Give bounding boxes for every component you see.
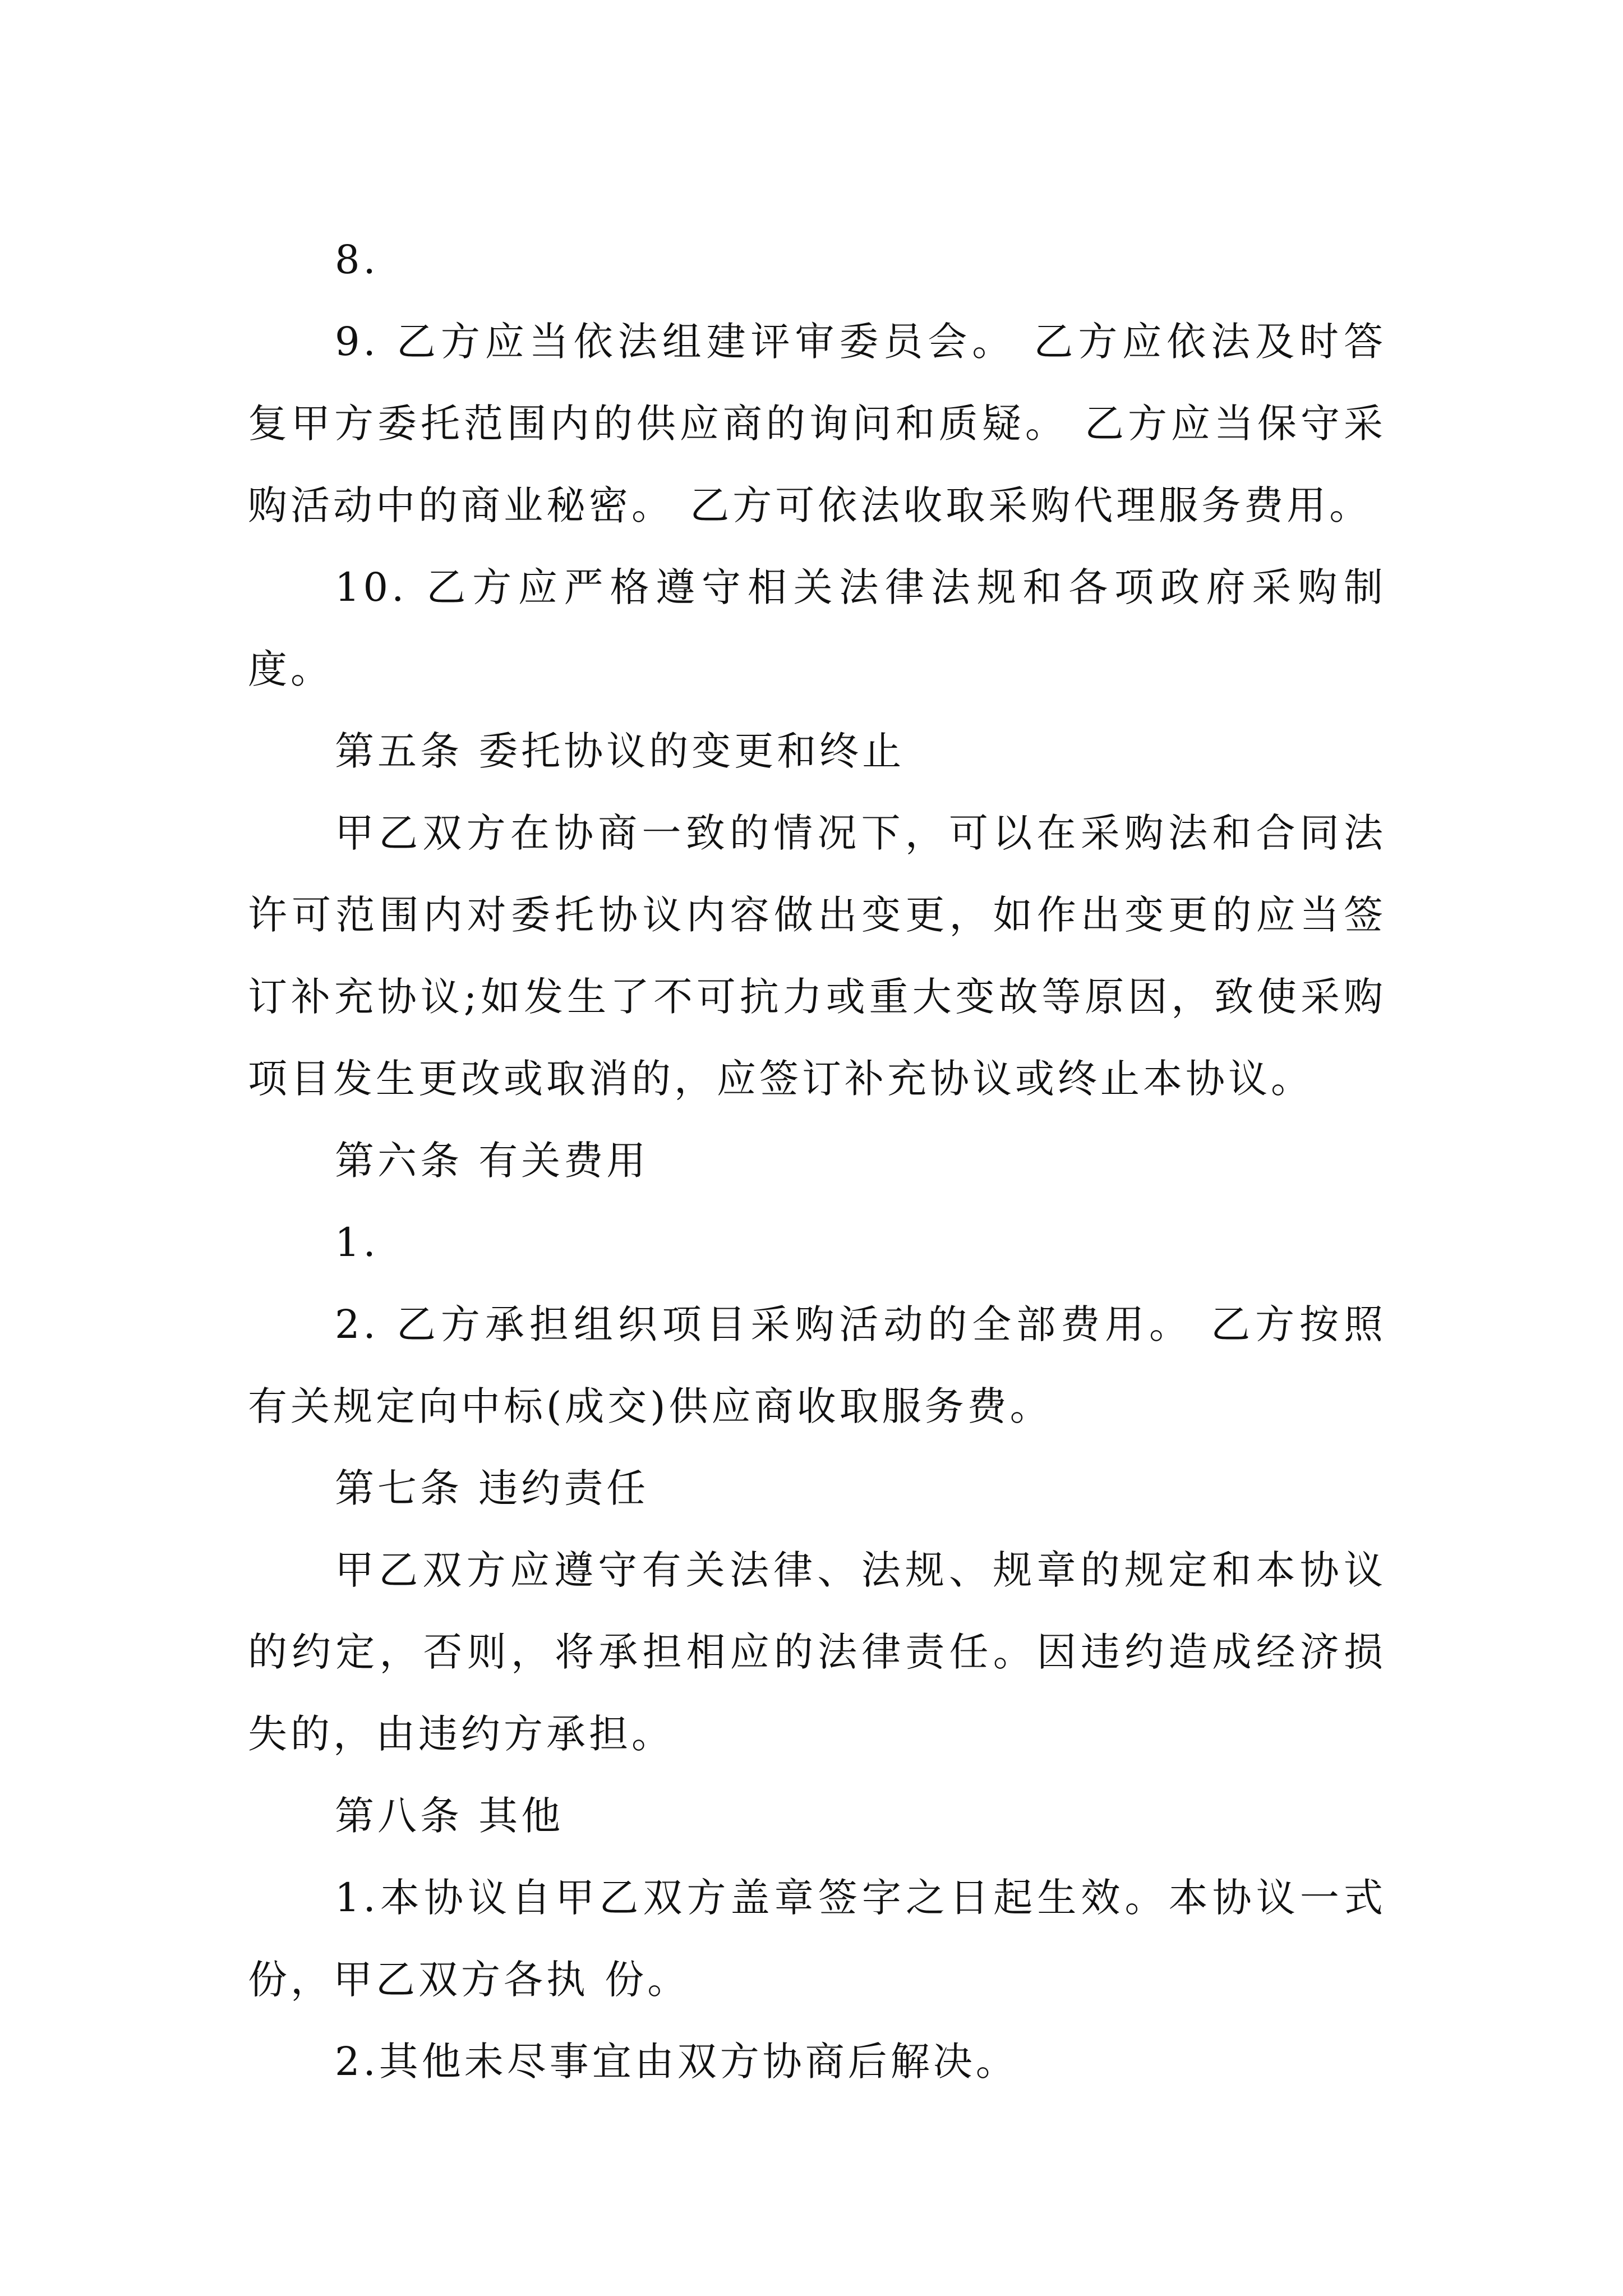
item-10: 10. 乙方应严格遵守相关法律法规和各项政府采购制度。 (248, 564, 1386, 692)
item-9: 9. 乙方应当依法组建评审委员会。 乙方应依法及时答复甲方委托范围内的供应商的询问和质疑。 乙方应当保守采购活动中的商业秘密。 乙方可依法收取采购代理服务费用。 (248, 319, 1386, 528)
document-body (248, 219, 1403, 2102)
article-7-body: 甲乙双方应遵守有关法律、法规、规章的规定和本协议的约定，否则，将承担相应的法律责任。因违约造成经济损失的，由违约方承担。 (248, 1547, 1386, 1757)
article-5-body: 甲乙双方在协商一致的情况下，可以在采购法和合同法许可范围内对委托协议内容做出变更，如作出变更的应当签订补充协议;如发生了不可抗力或重大变故等原因，致使采购项目发生更改或取消的，应签订补充协议或终止本协议。 (248, 810, 1386, 1102)
article-6-item-1: 1. (335, 1220, 379, 1266)
article-8-item-1: 1.本协议自甲乙双方盖章签字之日起生效。本协议一式 份，甲乙双方各执 份。 (248, 1875, 1403, 2003)
article-8-heading: 第八条 其他 (335, 1793, 564, 1839)
article-7-heading: 第七条 违约责任 (335, 1465, 649, 1511)
article-6-item-2: 2. 乙方承担组织项目采购活动的全部费用。 乙方按照有关规定向中标(成交)供应商收取服务费。 (248, 1301, 1386, 1429)
item-8: 8. (335, 237, 379, 283)
article-5-heading: 第五条 委托协议的变更和终止 (335, 728, 905, 774)
article-6-heading: 第六条 有关费用 (335, 1138, 649, 1184)
article-8-item-2: 2.其他未尽事宜由双方协商后解决。 (335, 2039, 1018, 2085)
